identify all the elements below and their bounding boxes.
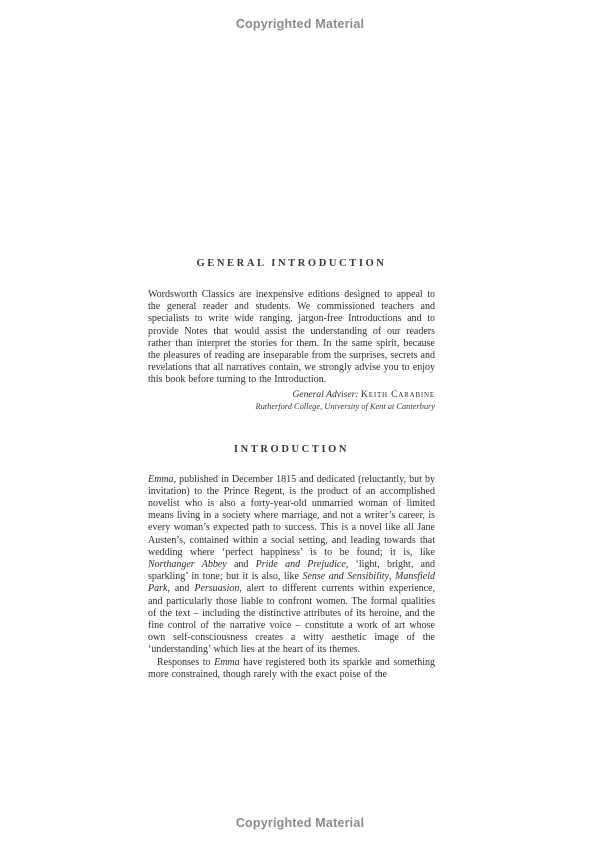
adviser-block	[148, 389, 435, 412]
adviser-name: Keith Carabine	[361, 388, 435, 400]
adviser-label: General Adviser:	[292, 388, 359, 400]
adviser-line	[148, 389, 435, 401]
page-text-block	[148, 258, 435, 681]
copyright-watermark-bottom: Copyrighted Material	[235, 816, 365, 830]
general-introduction-heading: GENERAL INTRODUCTION	[196, 258, 387, 269]
introduction-heading: INTRODUCTION	[233, 443, 350, 455]
introduction-paragraph-2: Responses to Emma have registered both its sparkle and something more constrained, though rarely with the exact poise of the	[148, 656, 435, 680]
general-introduction-paragraph: Wordsworth Classics are inexpensive editions designed to appeal to the general reader and students. We commissioned teachers and specialists to write wide ranging, jargon-free Introductions and to provide Notes that would assist the understanding of our readers rather than interpret the stories for them. In the same spirit, because the pleasures of reading are inseparable from the surprises, secrets and revelations that all narratives contain, we strongly advise you to enjoy this book before turning to the Introduction.	[148, 289, 435, 386]
copyright-watermark-top: Copyrighted Material	[235, 17, 365, 31]
adviser-affiliation: Rutherford College, University of Kent at Canterbury	[255, 401, 435, 411]
introduction-paragraph-1: Emma, published in December 1815 and dedicated (reluctantly, but by invitation) to the Prince Regent, is the product of an accomplished novelist who is also a forty-year-old unmarried woman of limited means living in a society where marriage, and not a writer’s career, is every woman’s expected path to success. This is a novel like all Jane Austen’s, contained within a social setting, and leading towards that wedding where ‘perfect happiness’ is to be found; it is, like Northanger Abbey and Pride and Prejudice, ‘light, bright, and sparkling’ in tone; but it is also, like Sense and Sensibility, Mansfield Park, and Persuasion, alert to different currents within experience, and particularly those liable to confront women. The formal qualities of the text – including the distinctive attributes of its heroine, and the fine control of the narrative voice – constitute a work of art whose own self-consciousness creates a witty aesthetic image of the ‘understanding’ which lies at the heart of its themes.	[148, 473, 436, 656]
